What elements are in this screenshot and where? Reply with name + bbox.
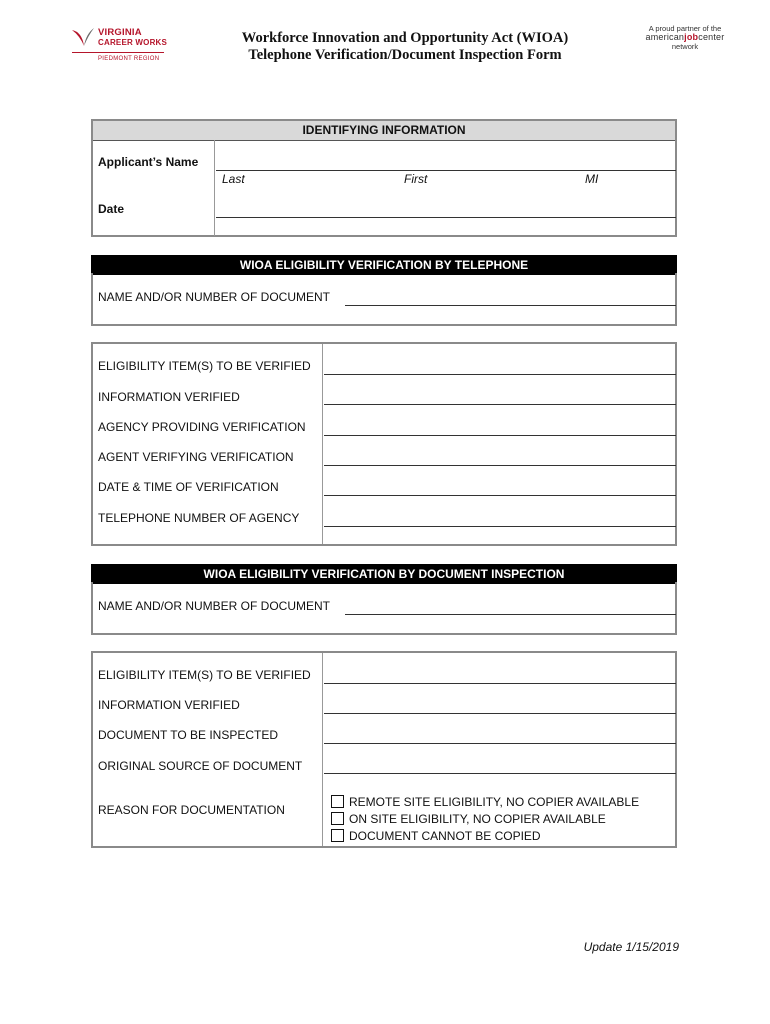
- date-label: Date: [98, 202, 125, 216]
- doc-field-label-2: DOCUMENT TO BE INSPECTED: [98, 728, 279, 742]
- tel-field-input-1[interactable]: [324, 404, 676, 405]
- tel-field-label-0: ELIGIBILITY ITEM(S) TO BE VERIFIED: [98, 359, 311, 373]
- doc-field-input-1[interactable]: [324, 713, 676, 714]
- document-heading: WIOA ELIGIBILITY VERIFICATION BY DOCUMENT INSPECTION: [91, 564, 677, 584]
- remote-site-option-label: REMOTE SITE ELIGIBILITY, NO COPIER AVAILABLE: [349, 795, 640, 809]
- tel-field-label-4: DATE & TIME OF VERIFICATION: [98, 480, 279, 494]
- cannot-copy-option-label: DOCUMENT CANNOT BE COPIED: [349, 829, 541, 843]
- on-site-checkbox[interactable]: [331, 812, 344, 825]
- telephone-heading: WIOA ELIGIBILITY VERIFICATION BY TELEPHONE: [91, 255, 677, 275]
- identifying-heading: IDENTIFYING INFORMATION: [93, 121, 675, 141]
- partner-text: A proud partner of the: [648, 24, 722, 33]
- applicant-name-field[interactable]: [216, 170, 676, 171]
- network-text: network: [671, 42, 699, 51]
- form-title-line1: Workforce Innovation and Opportunity Act (WIOA): [241, 30, 569, 46]
- doc-field-label-1: INFORMATION VERIFIED: [98, 698, 240, 712]
- doc-field-input-2[interactable]: [324, 743, 676, 744]
- first-sublabel: First: [404, 172, 428, 186]
- mi-sublabel: MI: [585, 172, 599, 186]
- date-field[interactable]: [216, 217, 676, 218]
- doc-field-label-3: ORIGINAL SOURCE OF DOCUMENT: [98, 759, 303, 773]
- tel-field-label-3: AGENT VERIFYING VERIFICATION: [98, 450, 294, 464]
- tel-field-input-4[interactable]: [324, 495, 676, 496]
- doc-field-input-3[interactable]: [324, 773, 676, 774]
- tel-field-label-1: INFORMATION VERIFIED: [98, 390, 240, 404]
- tel-field-input-3[interactable]: [324, 465, 676, 466]
- document-doc-field[interactable]: [345, 614, 676, 615]
- reason-label: REASON FOR DOCUMENTATION: [98, 803, 285, 817]
- brand-text: americanjobcenter: [645, 32, 725, 42]
- applicant-name-label: Applicant’s Name: [98, 155, 199, 169]
- tel-field-label-5: TELEPHONE NUMBER OF AGENCY: [98, 511, 300, 525]
- tel-field-input-0[interactable]: [324, 374, 676, 375]
- logo-subtext: PIEDMONT REGION: [98, 56, 160, 62]
- last-sublabel: Last: [222, 172, 245, 186]
- logo-text-line1: VIRGINIA: [98, 27, 142, 38]
- tel-field-input-2[interactable]: [324, 435, 676, 436]
- logo-text-line2: CAREER WORKS: [98, 38, 168, 47]
- cannot-copy-checkbox[interactable]: [331, 829, 344, 842]
- doc-field-input-0[interactable]: [324, 683, 676, 684]
- on-site-option-label: ON SITE ELIGIBILITY, NO COPIER AVAILABLE: [349, 812, 606, 826]
- form-title-line2: Telephone Verification/Document Inspection Form: [248, 47, 562, 63]
- logo-swoosh-icon: [70, 26, 96, 48]
- doc-field-label-0: ELIGIBILITY ITEM(S) TO BE VERIFIED: [98, 668, 311, 682]
- tel-field-input-5[interactable]: [324, 526, 676, 527]
- telephone-doc-label: NAME AND/OR NUMBER OF DOCUMENT: [98, 290, 331, 304]
- tel-field-label-2: AGENCY PROVIDING VERIFICATION: [98, 420, 306, 434]
- virginia-career-works-logo: [70, 22, 170, 68]
- document-doc-label: NAME AND/OR NUMBER OF DOCUMENT: [98, 599, 331, 613]
- update-date: Update 1/15/2019: [583, 940, 679, 954]
- american-job-center-logo: [640, 24, 730, 51]
- remote-site-checkbox[interactable]: [331, 795, 344, 808]
- telephone-doc-field[interactable]: [345, 305, 676, 306]
